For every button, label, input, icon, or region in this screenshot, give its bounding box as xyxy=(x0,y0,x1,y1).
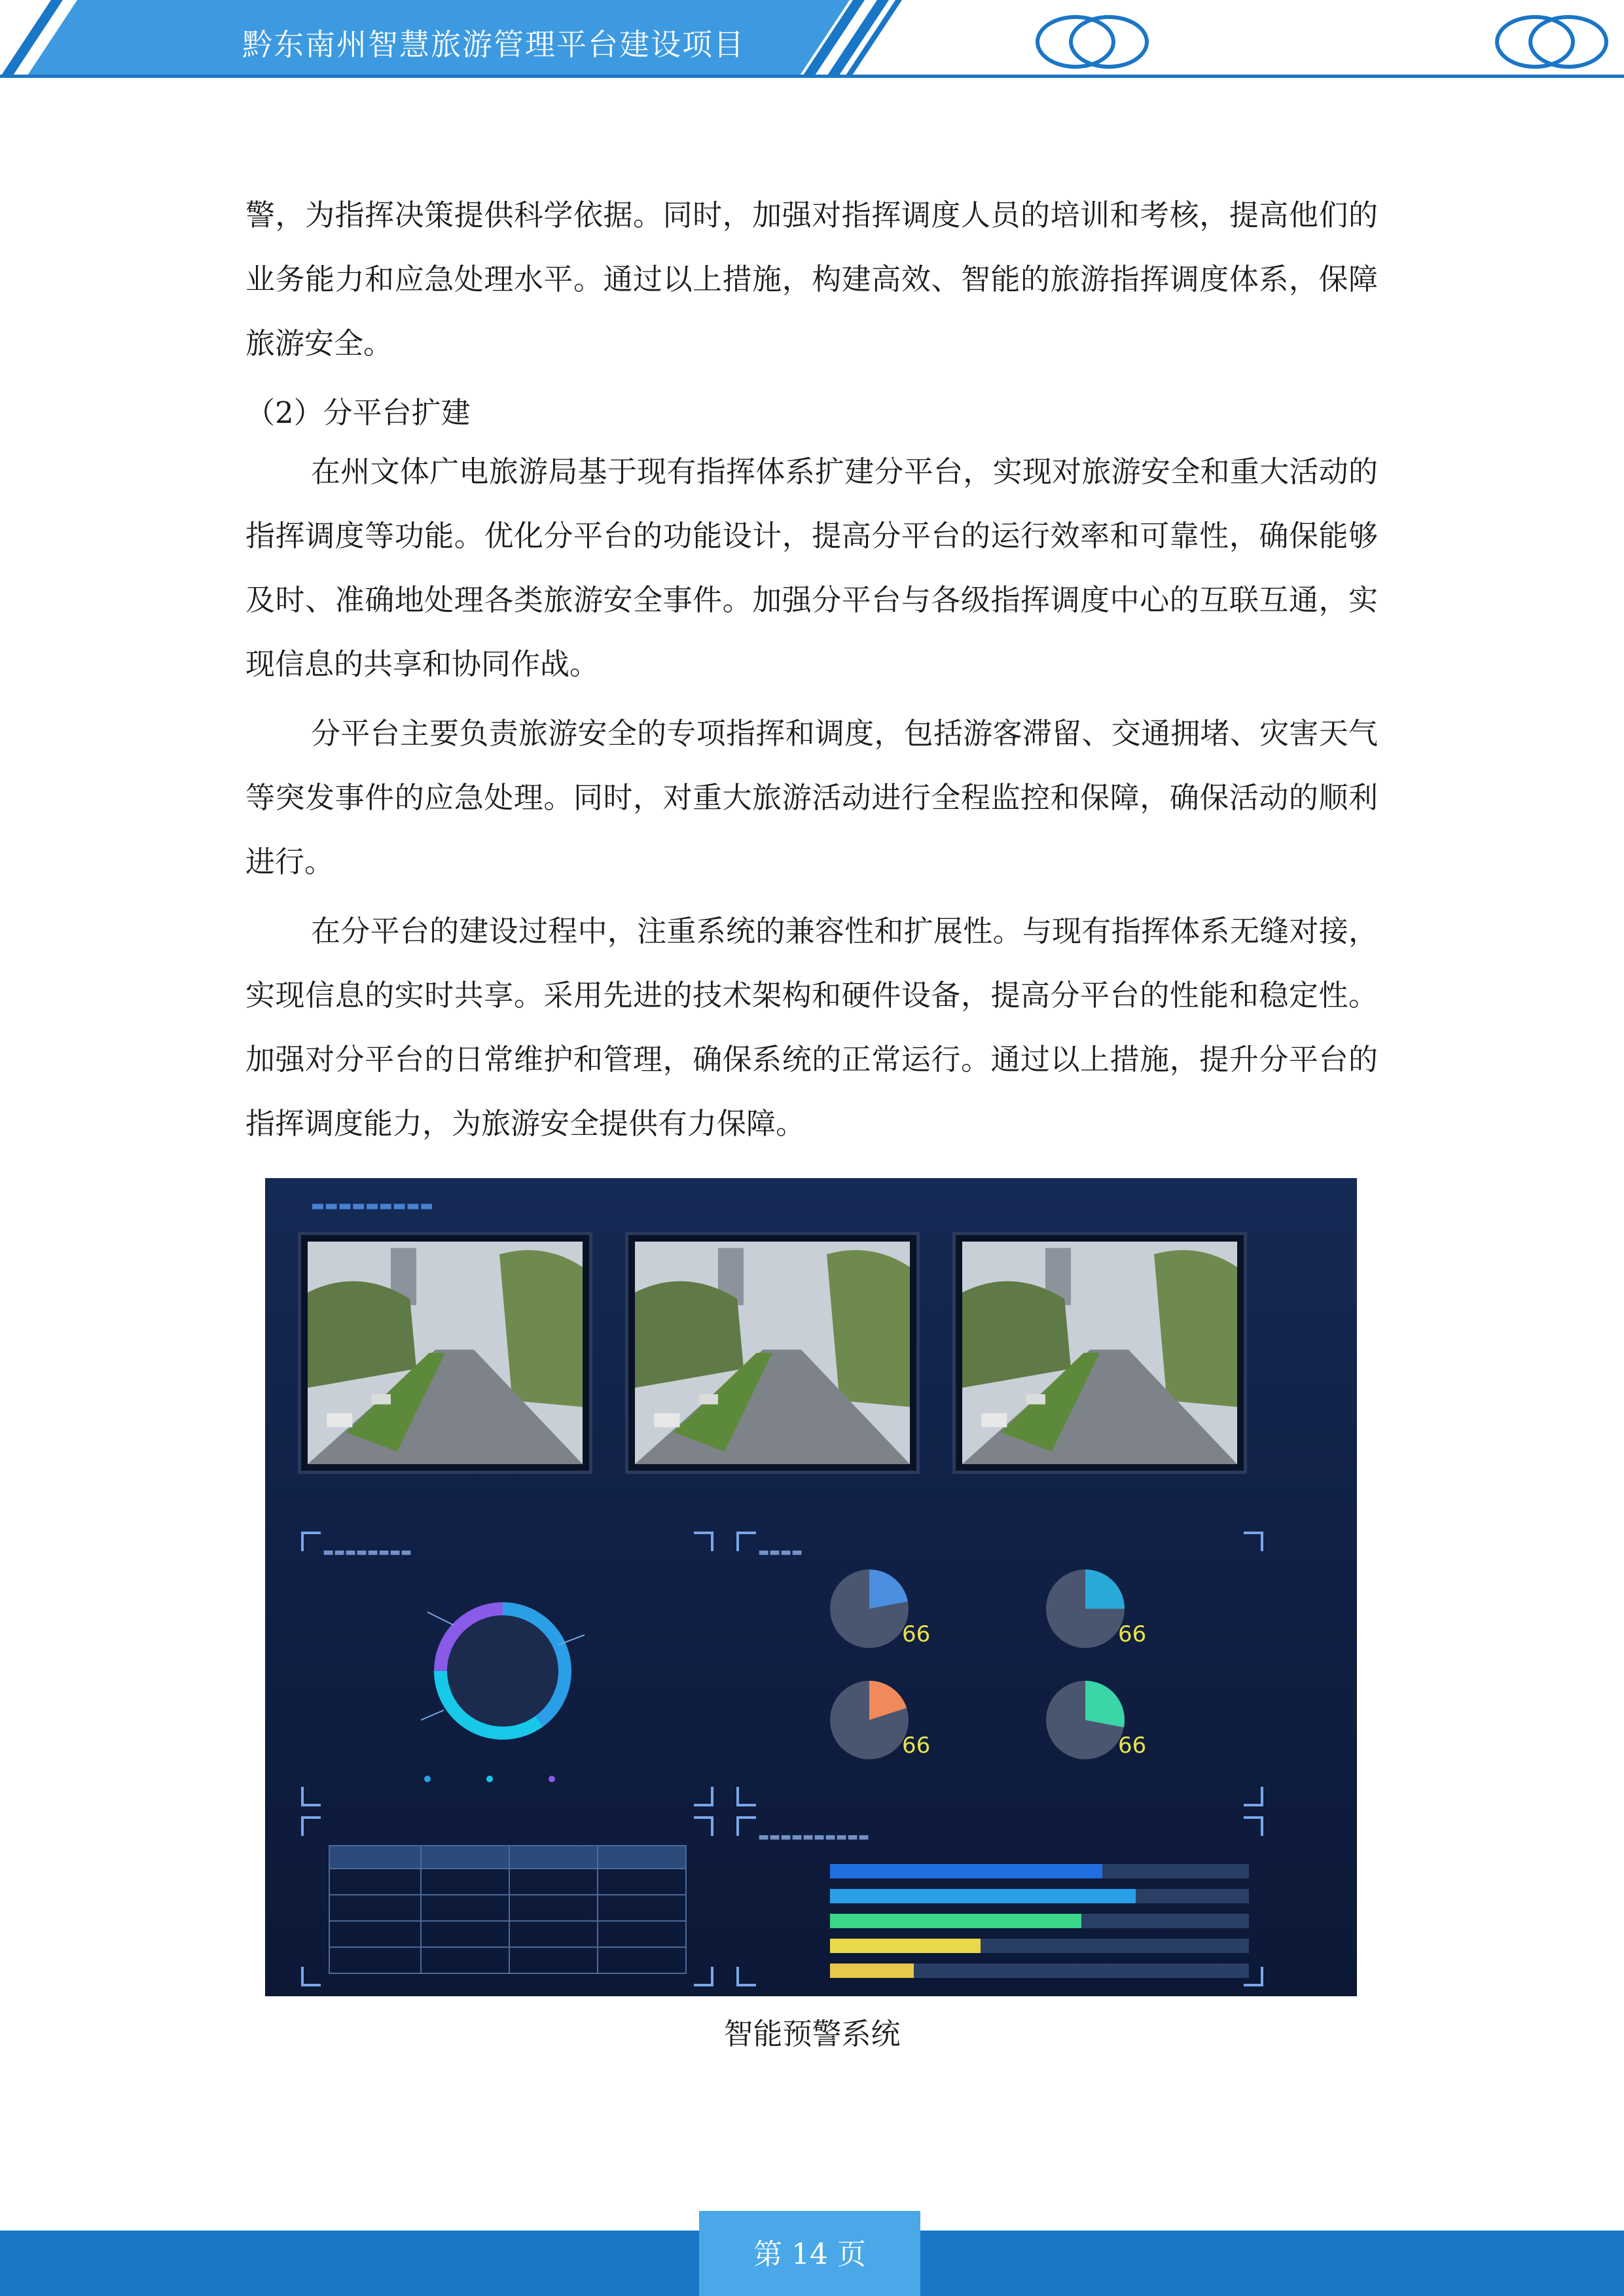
pie-value-label: 66 xyxy=(902,1732,931,1759)
paragraph-3: 分平台主要负责旅游安全的专项指挥和调度，包括游客滞留、交通拥堵、灾害天气等突发事件的应急处理。同时，对重大旅游活动进行全程监控和保障，确保活动的顺利进行。 xyxy=(245,716,1378,879)
progress-fill xyxy=(830,1864,1102,1878)
road-scene-image xyxy=(635,1242,910,1464)
camera-feed xyxy=(952,1232,1247,1474)
bars-panel xyxy=(736,1816,1263,1986)
panel-title-blur: ▬▬▬▬▬▬▬▬▬▬ xyxy=(758,1830,870,1844)
camera-feeds xyxy=(298,1232,1247,1480)
camera-feed xyxy=(298,1232,592,1474)
paragraph-4: 在分平台的建设过程中，注重系统的兼容性和扩展性。与现有指挥体系无缝对接，实现信息的实时共享。采用先进的技术架构和硬件设备，提高分平台的性能和稳定性。加强对分平台的日常维护和管理，确保系统的正常运行。通过以上措施，提升分平台的指挥调度能力，为旅游安全提供有力保障。 xyxy=(245,914,1378,1141)
document-title: 黔东南州智慧旅游管理平台建设项目 xyxy=(242,27,745,62)
table-panel xyxy=(301,1816,713,1986)
donut-chart xyxy=(303,1534,715,1808)
page-number: 第 14 页 xyxy=(753,2238,866,2271)
pie-charts xyxy=(738,1534,1265,1808)
section-heading: （2）分平台扩建 xyxy=(245,395,471,430)
camera-feed xyxy=(625,1232,920,1474)
body-content xyxy=(245,183,1378,1161)
pie-value-label: 66 xyxy=(1118,1732,1147,1759)
progress-fill xyxy=(830,1889,1136,1903)
panel-title-blur: ▬▬▬▬ xyxy=(758,1545,803,1559)
table-graphic xyxy=(303,1818,715,1988)
progress-track xyxy=(830,1964,1249,1978)
progress-track xyxy=(830,1889,1249,1903)
paragraph-1: 警，为指挥决策提供科学依据。同时，加强对指挥调度人员的培训和考核，提高他们的业务能力和应急处理水平。通过以上措施，构建高效、智能的旅游指挥调度体系，保障旅游安全。 xyxy=(245,198,1378,361)
pie-slice xyxy=(1085,1681,1125,1727)
paragraph-2: 在州文体广电旅游局基于现有指挥体系扩建分平台，实现对旅游安全和重大活动的指挥调度等功能。优化分平台的功能设计，提高分平台的运行效率和可靠性，确保能够及时、准确地处理各类旅游安全事件。加强分平台与各级指挥调度中心的互联互通，实现信息的共享和协同作战。 xyxy=(245,454,1378,681)
progress-track xyxy=(830,1914,1249,1928)
road-scene-image xyxy=(962,1242,1237,1464)
progress-fill xyxy=(830,1939,981,1953)
dashboard-title-blur: ▬▬▬▬▬▬▬▬▬ xyxy=(311,1198,434,1214)
progress-fill xyxy=(830,1964,914,1978)
figure-caption: 智能预警系统 xyxy=(723,2017,901,2051)
pie-value-label: 66 xyxy=(1118,1621,1147,1647)
progress-track xyxy=(830,1939,1249,1953)
pie-slice xyxy=(1085,1570,1125,1609)
progress-track xyxy=(830,1864,1249,1878)
page-header xyxy=(0,0,1624,85)
pie-value-label: 66 xyxy=(902,1621,931,1647)
progress-fill xyxy=(830,1914,1081,1928)
road-scene-image xyxy=(308,1242,583,1464)
pie-panel xyxy=(736,1532,1263,1806)
panel-title-blur: ▬▬▬▬▬▬▬▬ xyxy=(323,1545,412,1559)
dashboard-screenshot xyxy=(265,1178,1357,1996)
donut-panel xyxy=(301,1532,713,1806)
